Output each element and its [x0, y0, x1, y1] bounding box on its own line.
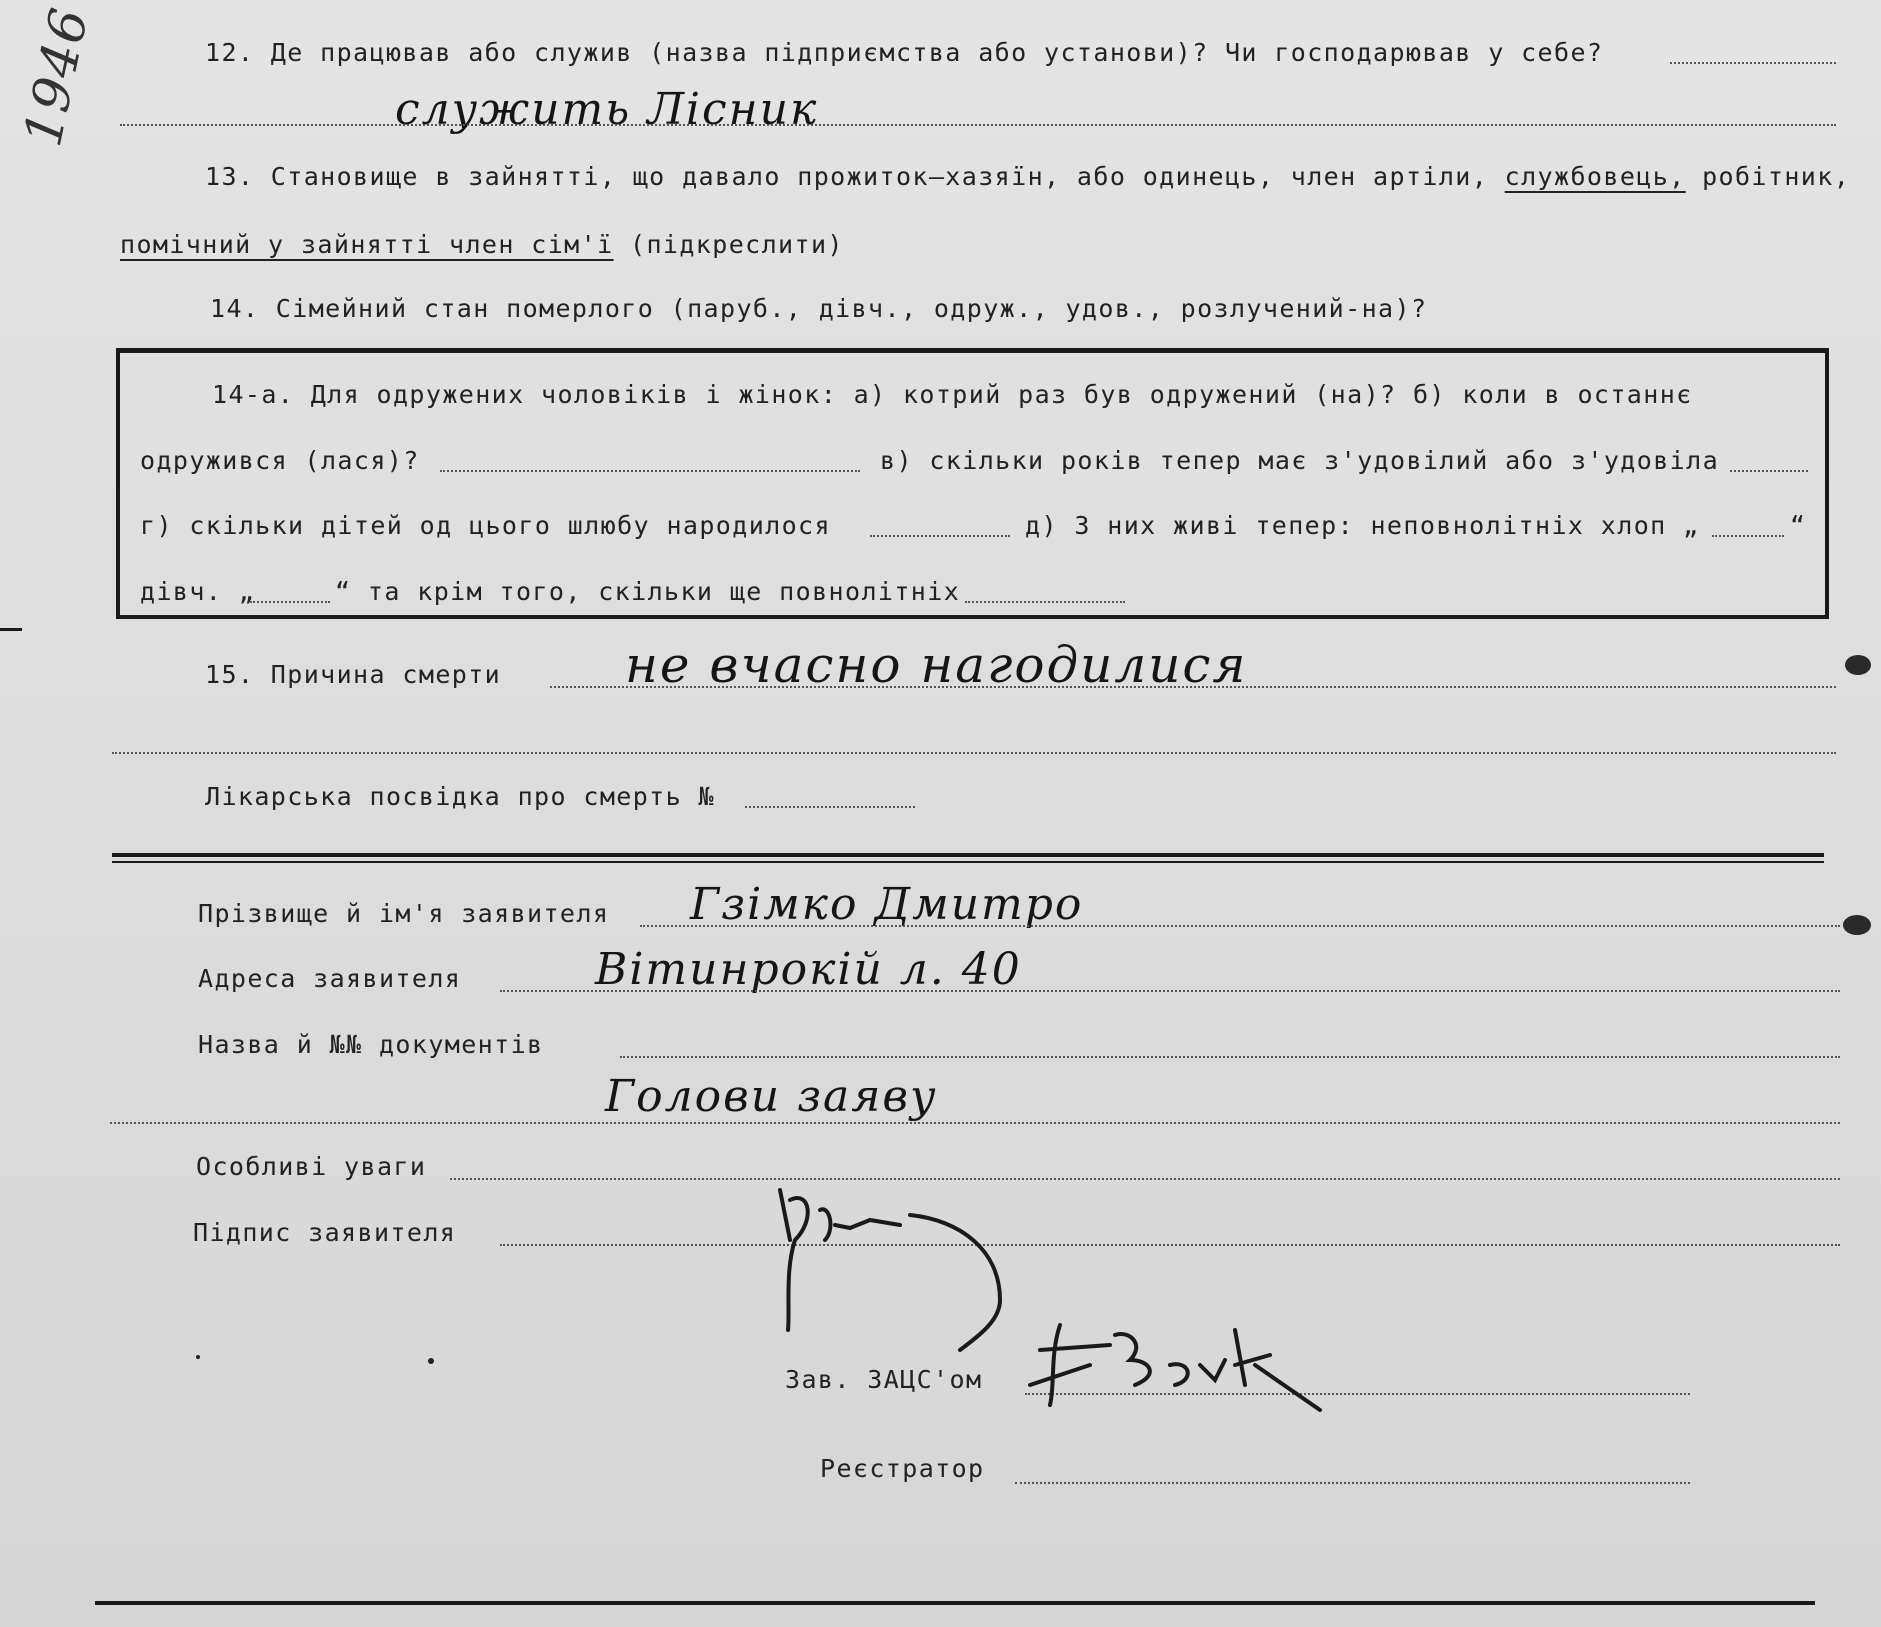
q14a-line2a: одружився (лася)?	[140, 446, 420, 475]
q14a-line4b: “ та крім того, скільки ще повнолітніх	[335, 577, 961, 606]
applicant-address-label: Адреса заявителя	[198, 964, 462, 993]
q14a-dots-adults	[965, 601, 1125, 603]
q12-dotted-line-1	[1670, 62, 1836, 64]
punch-hole-mark	[1843, 915, 1871, 935]
q14a-dots-last-married	[440, 470, 860, 472]
q13-line1	[205, 162, 1850, 192]
registrar-dots	[1015, 1482, 1690, 1484]
q15-label: 15. Причина смерти	[205, 660, 502, 689]
q14a-dots-children-born	[870, 535, 1010, 537]
remarks-dots	[450, 1178, 1840, 1180]
q15-answer: не вчасно нагодилися	[625, 636, 1248, 694]
q14-label: 14. Сімейний стан померлого (паруб., дівч., одруж., удов., розлучений-на)?	[210, 294, 1428, 323]
q14a-dots-girls	[250, 601, 330, 603]
q12-dotted-line-2	[120, 124, 1836, 126]
q13-underlined-family-member: помічний у зайнятті член сім'ї	[120, 230, 614, 259]
q14a-line3b: д) З них живі тепер: неповнолітніх хлоп „	[1025, 511, 1700, 540]
applicant-signature-dots	[500, 1244, 1840, 1246]
q13-line1-prefix: 13. Становище в зайнятті, що давало прожиток—хазяїн, або одинець, член артіли,	[205, 162, 1489, 191]
stray-dot	[196, 1355, 200, 1359]
applicant-name-value: Гзімко Дмитро	[690, 879, 1084, 930]
medical-certificate-dots	[745, 806, 915, 808]
zags-head-signature-image	[1020, 1305, 1380, 1415]
zags-head-label: Зав. ЗАЦС'ом	[785, 1365, 983, 1394]
left-edge-mark	[0, 628, 22, 631]
q12-label: 12. Де працював або служив (назва підприємства або установи)? Чи господарював у себе?	[205, 38, 1604, 67]
q14a-line4a: дівч. „	[140, 577, 256, 606]
applicant-signature-label: Підпис заявителя	[193, 1218, 457, 1247]
q15-dotted-line-2	[112, 752, 1836, 754]
documents-dots-2	[110, 1122, 1840, 1124]
q14a-line3a: г) скільки дітей од цього шлюбу народилося	[140, 511, 831, 540]
q14a-dots-boys	[1712, 535, 1784, 537]
bottom-rule	[95, 1601, 1815, 1605]
applicant-address-dots	[500, 990, 1840, 992]
applicant-name-label: Прізвище й ім'я заявителя	[198, 899, 610, 928]
medical-certificate-label: Лікарська посвідка про смерть №	[205, 782, 715, 811]
q13-line2-suffix: (підкреслити)	[630, 230, 844, 259]
margin-note: 1946	[13, 1, 101, 152]
section-separator-thin	[112, 861, 1824, 863]
q14a-dots-widowed-years	[1730, 470, 1808, 472]
q13-underlined-employee: службовець,	[1504, 162, 1686, 191]
q14a-line1: 14-а. Для одружених чоловіків і жінок: а) котрий раз був одружений (на)? б) коли в останнє	[212, 380, 1693, 409]
section-separator	[112, 853, 1824, 857]
punch-hole-mark	[1845, 655, 1871, 675]
applicant-name-dots	[640, 925, 1840, 927]
q15-dotted-line-1	[550, 686, 1836, 688]
q14a-line2b: в) скільки років тепер має з'удовілий або з'удовіла	[880, 446, 1720, 475]
applicant-address-value: Вітинрокій л. 40	[595, 944, 1022, 995]
remarks-label: Особливі уваги	[196, 1152, 427, 1181]
q13-line2	[120, 230, 844, 260]
q14a-line3c: “	[1790, 511, 1807, 540]
documents-label: Назва й №№ документів	[198, 1030, 544, 1059]
q12-answer: служить Лісник	[395, 84, 819, 135]
documents-dots-1	[620, 1056, 1840, 1058]
stray-dot	[428, 1358, 434, 1364]
q13-line1-suffix: робітник,	[1702, 162, 1851, 191]
documents-value: Голови заяву	[605, 1071, 938, 1122]
registrar-label: Реєстратор	[820, 1454, 985, 1483]
